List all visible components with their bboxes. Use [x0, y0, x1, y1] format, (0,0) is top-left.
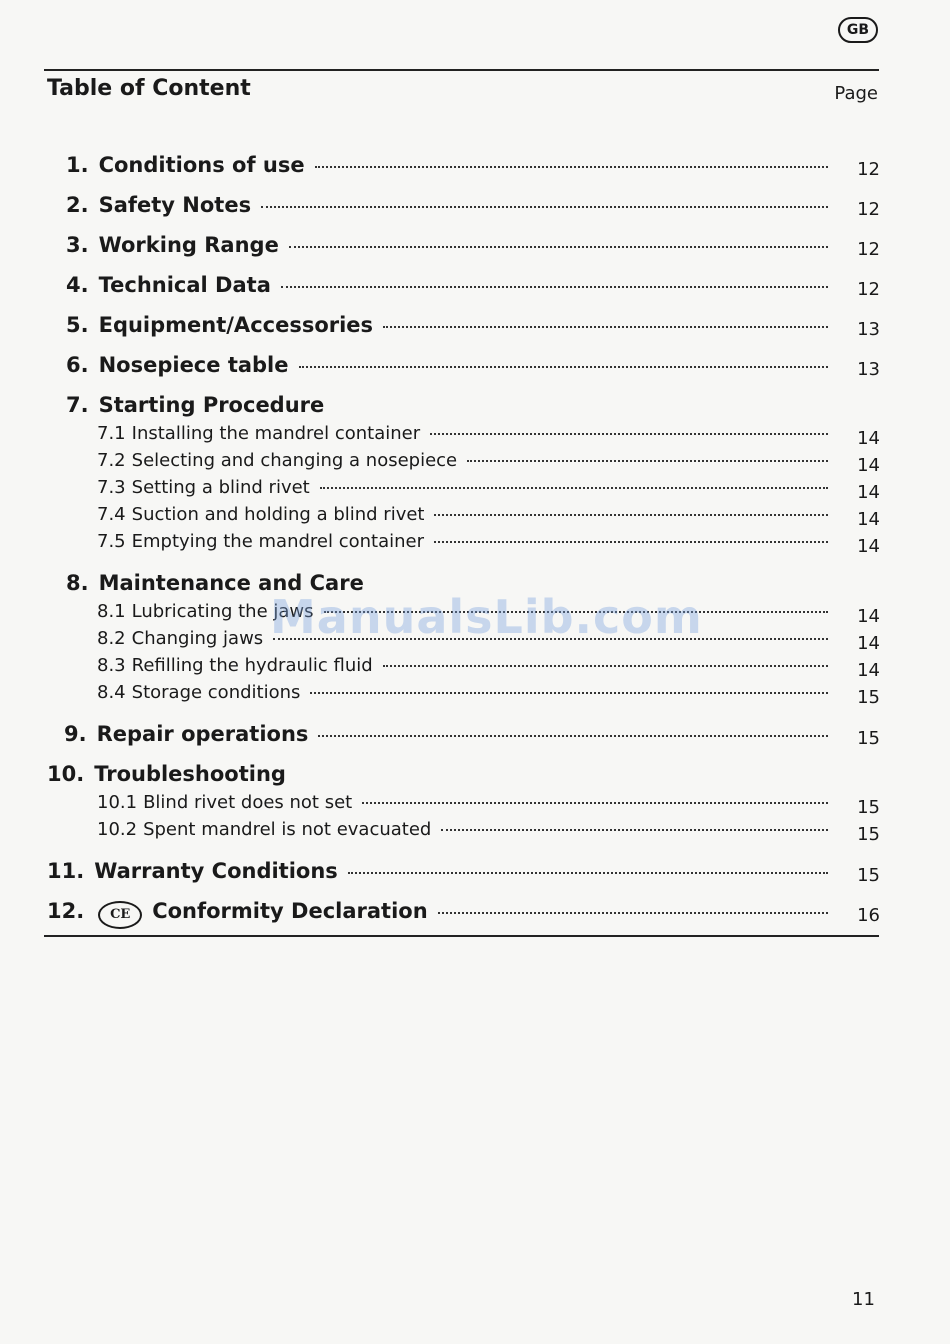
toc-entry-page: 15 — [857, 728, 880, 749]
toc-entry — [0, 601, 950, 631]
footer-page-number: 11 — [852, 1289, 875, 1310]
dot-leader — [289, 246, 828, 248]
toc-entry-page: 14 — [857, 633, 880, 654]
toc-entry-label: Maintenance and Care — [98, 571, 364, 595]
ce-mark-icon: CE — [98, 901, 142, 929]
toc-entry-number: 3. — [66, 233, 89, 257]
toc-entry-label: Setting a blind rivet — [131, 477, 310, 498]
toc-entry-label: Starting Procedure — [98, 393, 325, 417]
toc-entry-label: Blind rivet does not set — [143, 792, 353, 813]
dot-leader — [434, 541, 828, 543]
toc-entry-page: 14 — [857, 428, 880, 449]
toc-entry-number: 2. — [66, 193, 89, 217]
toc-entry-label: Selecting and changing a nosepiece — [131, 450, 458, 471]
toc-entry-label: Nosepiece table — [98, 353, 289, 377]
toc-entry-number: 8. — [66, 571, 89, 595]
toc-entry-number: 12. — [47, 899, 85, 923]
toc-title: Table of Content — [47, 76, 251, 101]
toc-entry-label: Storage conditions — [131, 682, 301, 703]
toc-entry — [0, 153, 950, 183]
toc-entry-label: Lubricating the jaws — [131, 601, 314, 622]
toc-entry — [0, 859, 950, 889]
toc-entry — [0, 571, 950, 601]
dot-leader — [430, 433, 828, 435]
toc-entry-label: Suction and holding a blind rivet — [131, 504, 425, 525]
toc-entry-page: 14 — [857, 536, 880, 557]
toc-entry — [0, 477, 950, 507]
toc-entry-page: 14 — [857, 455, 880, 476]
toc-entry-label: Warranty Conditions — [94, 859, 338, 883]
toc-entry-page: 13 — [857, 359, 880, 380]
toc-entry-label: Refilling the hydraulic fluid — [131, 655, 373, 676]
toc-entry-label: Technical Data — [98, 273, 271, 297]
dot-leader — [318, 735, 828, 737]
toc-entry — [0, 722, 950, 752]
toc-entry-page: 15 — [857, 797, 880, 818]
dot-leader — [467, 460, 828, 462]
toc-entry-number: 10. — [47, 762, 85, 786]
toc-entry-page: 15 — [857, 687, 880, 708]
toc-entry-label: Troubleshooting — [94, 762, 286, 786]
toc-entry-page: 13 — [857, 319, 880, 340]
toc-entry — [0, 792, 950, 822]
toc-entry — [0, 762, 950, 792]
toc-entry-number: 8.3 — [97, 655, 126, 676]
toc-entry-label: Safety Notes — [98, 193, 252, 217]
toc-entry-page: 14 — [857, 482, 880, 503]
dot-leader — [281, 286, 828, 288]
dot-leader — [273, 638, 828, 640]
dot-leader — [441, 829, 828, 831]
toc-entry-label: Conditions of use — [98, 153, 305, 177]
page-column-label: Page — [834, 83, 878, 104]
toc-entry-number: 8.1 — [97, 601, 126, 622]
dot-leader — [383, 326, 828, 328]
dot-leader — [362, 802, 828, 804]
top-divider — [44, 69, 879, 71]
toc-entry — [0, 628, 950, 658]
toc-entry — [0, 423, 950, 453]
dot-leader — [434, 514, 828, 516]
toc-entry-label: Working Range — [98, 233, 279, 257]
dot-leader — [299, 366, 829, 368]
toc-entry-label: Emptying the mandrel container — [131, 531, 424, 552]
dot-leader — [310, 692, 828, 694]
toc-entry — [0, 819, 950, 849]
toc-entry-page: 15 — [857, 865, 880, 886]
toc-entry-label: Changing jaws — [131, 628, 264, 649]
toc-entry-page: 12 — [857, 279, 880, 300]
toc-entry-label: Conformity Declaration — [152, 899, 428, 923]
toc-entry — [0, 313, 950, 343]
toc-entry-page: 12 — [857, 239, 880, 260]
toc-entry-page: 12 — [857, 199, 880, 220]
toc-entry — [0, 393, 950, 423]
toc-entry — [0, 450, 950, 480]
toc-entry-label: Spent mandrel is not evacuated — [143, 819, 432, 840]
toc-entry — [0, 193, 950, 223]
toc-entry-number: 7.1 — [97, 423, 126, 444]
dot-leader — [315, 166, 828, 168]
language-badge: GB — [838, 17, 878, 43]
toc-entry-label: Equipment/Accessories — [98, 313, 374, 337]
toc-entry-page: 15 — [857, 824, 880, 845]
toc-entry — [0, 531, 950, 561]
toc-entry — [0, 353, 950, 383]
toc-entry-number: 1. — [66, 153, 89, 177]
dot-leader — [324, 611, 828, 613]
toc-entry-number: 5. — [66, 313, 89, 337]
toc-entry-label: Installing the mandrel container — [131, 423, 421, 444]
toc-entry-number: 8.2 — [97, 628, 126, 649]
toc-entry — [0, 504, 950, 534]
toc-entry-number: 4. — [66, 273, 89, 297]
toc-entry-page: 14 — [857, 509, 880, 530]
toc-entry-number: 10.2 — [97, 819, 138, 840]
watermark: ManualsLib.com — [270, 590, 703, 644]
toc-entry-page: 14 — [857, 660, 880, 681]
toc-entry-number: 6. — [66, 353, 89, 377]
toc-entry-page: 16 — [857, 905, 880, 926]
toc-entry-number: 8.4 — [97, 682, 126, 703]
toc-entry — [0, 655, 950, 685]
toc-entry-number: 7. — [66, 393, 89, 417]
toc-entry-number: 11. — [47, 859, 85, 883]
toc-entry-number: 7.3 — [97, 477, 126, 498]
toc-entry — [0, 233, 950, 263]
toc-entry-number: 7.2 — [97, 450, 126, 471]
toc-entry-page: 14 — [857, 606, 880, 627]
toc-entry — [0, 682, 950, 712]
toc-entry-number: 10.1 — [97, 792, 138, 813]
toc-entry-page: 12 — [857, 159, 880, 180]
dot-leader — [320, 487, 828, 489]
bottom-divider — [44, 935, 879, 937]
toc-entry-label: Repair operations — [96, 722, 309, 746]
toc-entry-number: 9. — [64, 722, 87, 746]
dot-leader — [348, 872, 828, 874]
toc-entry-number: 7.4 — [97, 504, 126, 525]
dot-leader — [383, 665, 828, 667]
toc-entry — [0, 273, 950, 303]
toc-entry-number: 7.5 — [97, 531, 126, 552]
toc-entry — [0, 899, 950, 929]
dot-leader — [261, 206, 828, 208]
dot-leader — [438, 912, 828, 914]
